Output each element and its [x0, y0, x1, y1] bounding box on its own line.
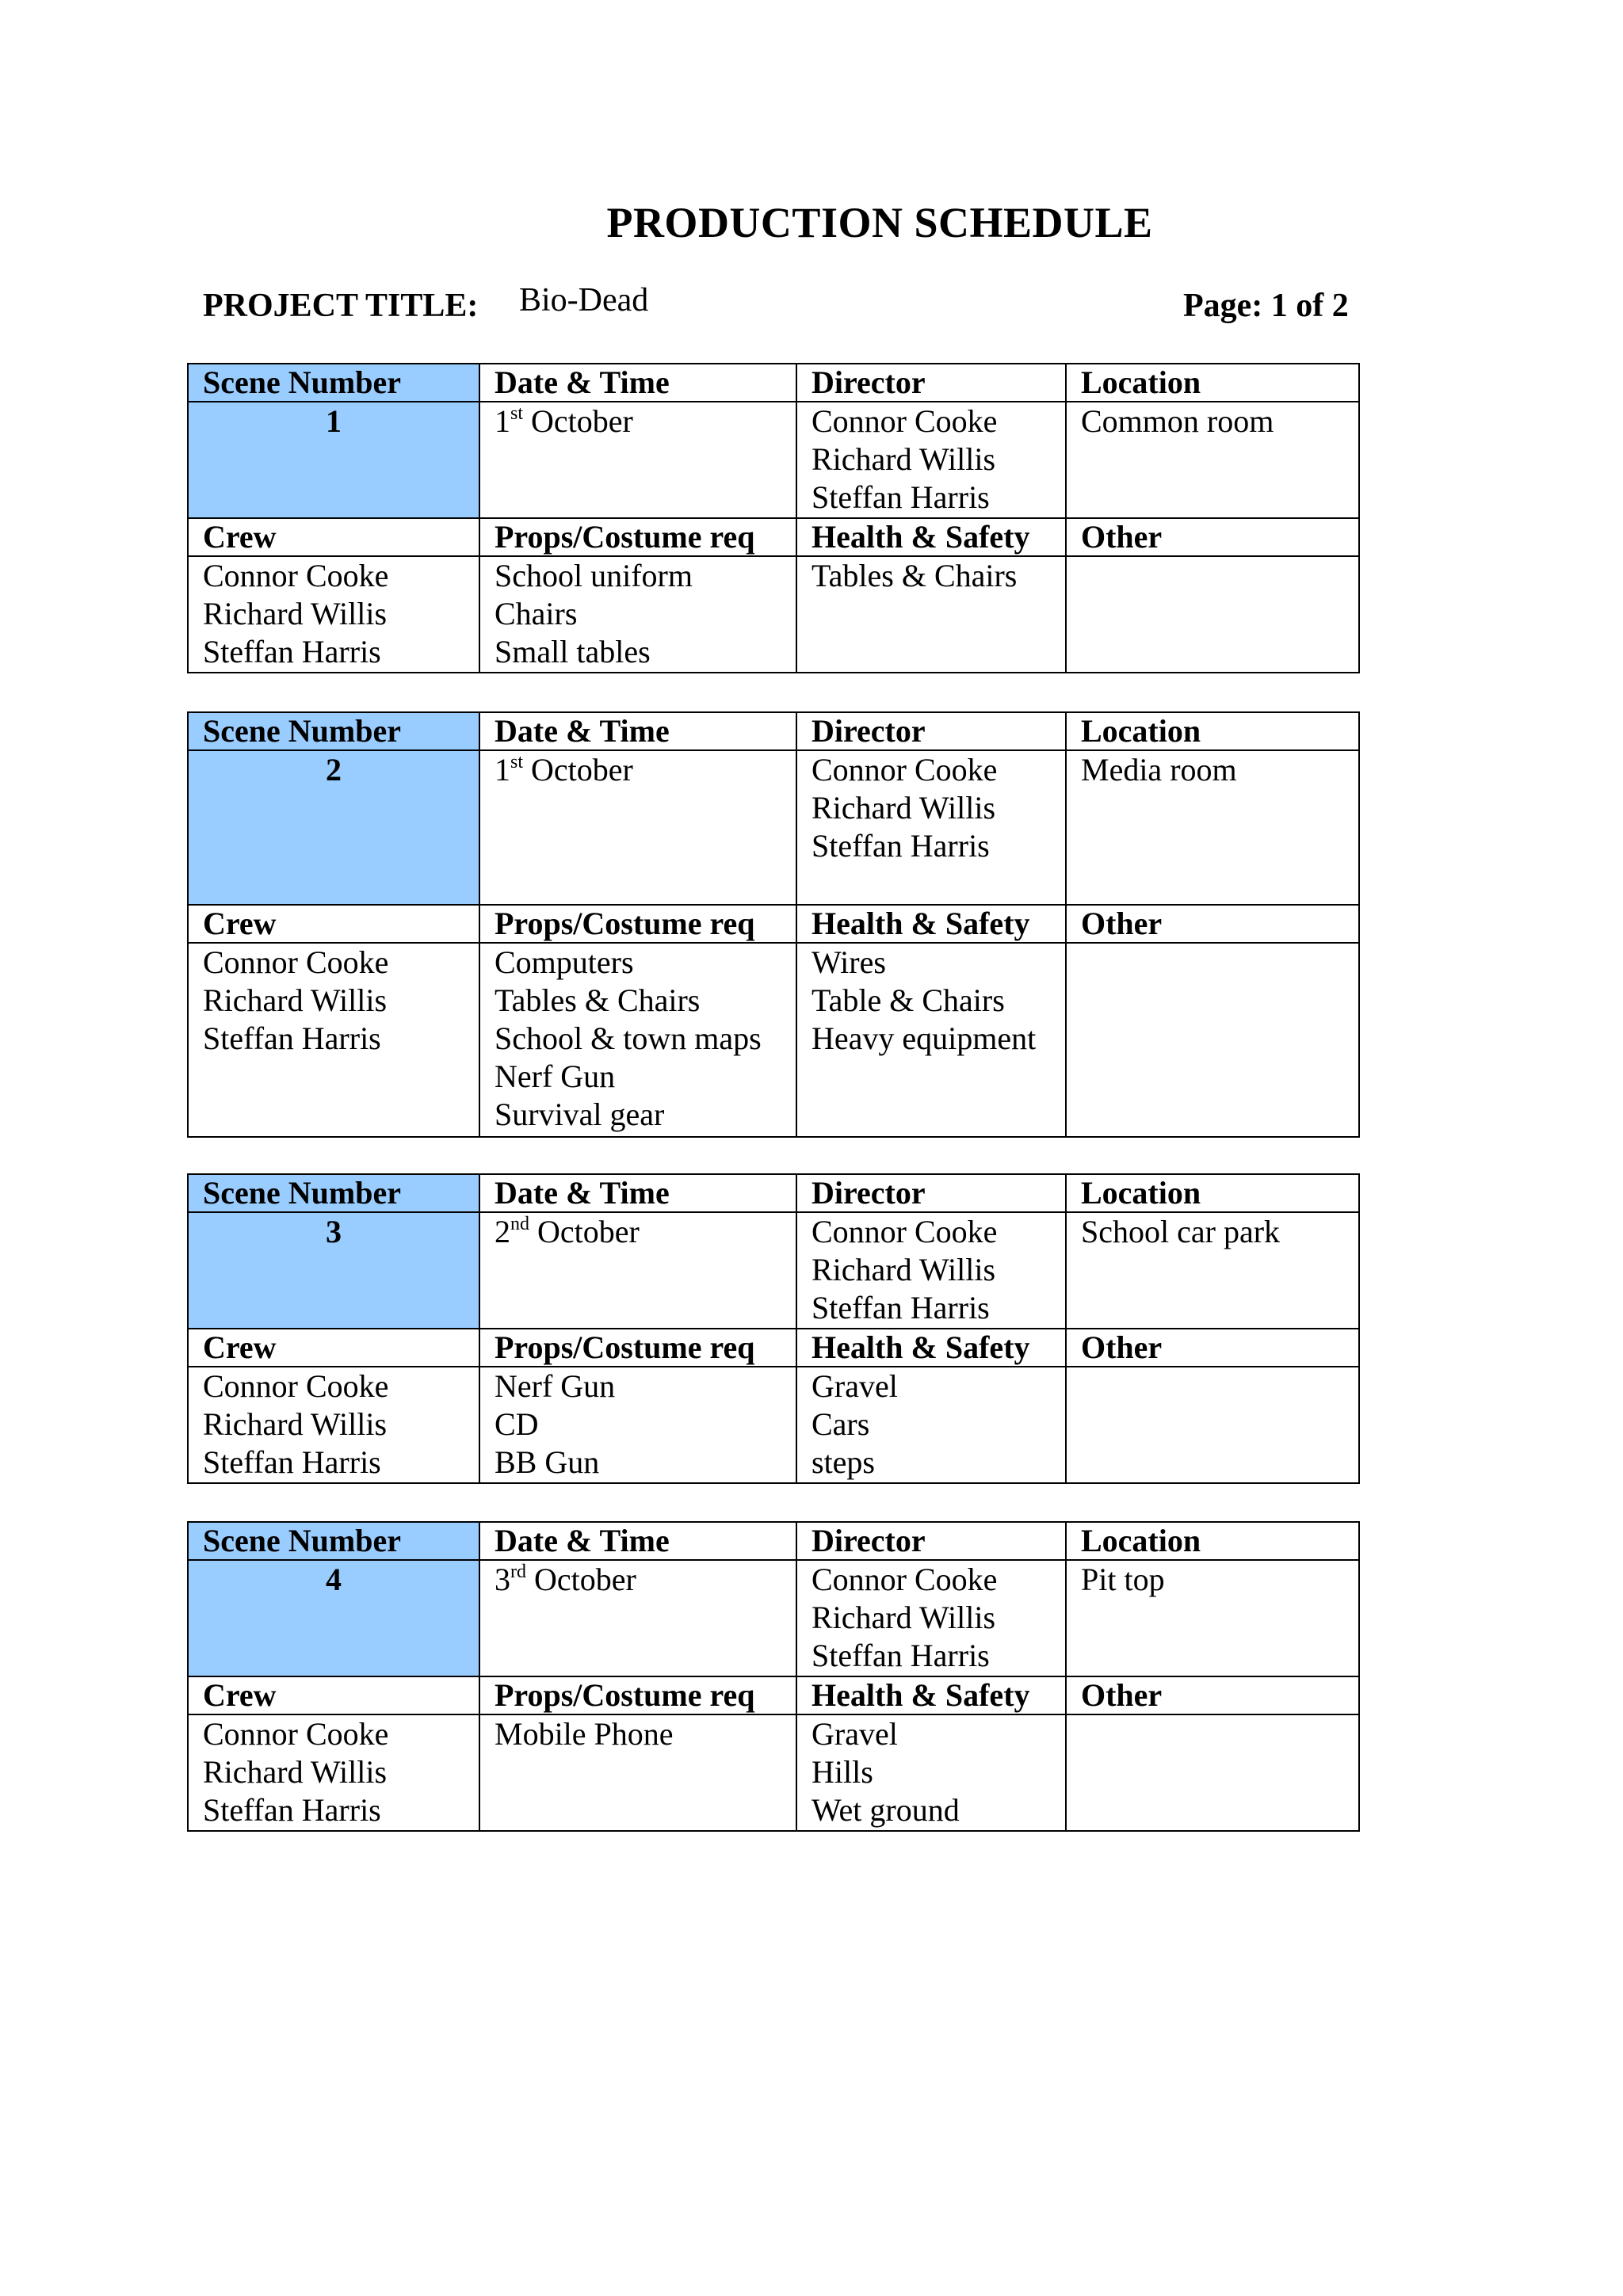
prop-item: Small tables — [495, 634, 651, 669]
scene-requirements-row — [188, 943, 1359, 1137]
crew-header: Crew — [188, 1676, 479, 1714]
prop-item: Survival gear — [495, 1097, 665, 1132]
date-month: October — [529, 1214, 640, 1249]
director-name: Steffan Harris — [812, 828, 990, 864]
scene-other — [1066, 1714, 1359, 1831]
scene-details-row — [188, 1560, 1359, 1676]
crew-name: Connor Cooke — [203, 944, 389, 980]
prop-item: Chairs — [495, 596, 578, 631]
project-title-label: PROJECT TITLE: — [203, 288, 479, 324]
other-header: Other — [1066, 1676, 1359, 1714]
date-month: October — [526, 1562, 636, 1597]
scene-details-row — [188, 750, 1359, 905]
health-safety-header: Health & Safety — [796, 1676, 1066, 1714]
location-header: Location — [1066, 1174, 1359, 1212]
scene-director — [796, 402, 1066, 518]
scene-table — [187, 1521, 1360, 1832]
prop-item: Nerf Gun — [495, 1058, 616, 1094]
prop-item: School & town maps — [495, 1020, 762, 1056]
date-suffix: rd — [510, 1562, 526, 1582]
props-header: Props/Costume req — [479, 1676, 796, 1714]
crew-header: Crew — [188, 1329, 479, 1367]
health-safety-item: Table & Chairs — [812, 982, 1005, 1018]
other-header: Other — [1066, 1329, 1359, 1367]
date-time-header: Date & Time — [479, 1174, 796, 1212]
scene-table — [187, 363, 1360, 673]
date-day: 1 — [495, 403, 510, 439]
prop-item: Computers — [495, 944, 634, 980]
scene-details-row — [188, 1212, 1359, 1329]
other-header: Other — [1066, 518, 1359, 556]
scene-subheader-row — [188, 905, 1359, 943]
scene-header-row — [188, 1522, 1359, 1560]
document-title: PRODUCTION SCHEDULE — [606, 199, 1153, 246]
health-safety-item: Gravel — [812, 1368, 898, 1404]
prop-item: School uniform — [495, 558, 693, 593]
scene-requirements-row — [188, 556, 1359, 673]
other-header: Other — [1066, 905, 1359, 943]
director-name: Connor Cooke — [812, 752, 998, 788]
page-number: Page: 1 of 2 — [1183, 288, 1349, 324]
health-safety-item: Wires — [812, 944, 886, 980]
director-name: Richard Willis — [812, 790, 996, 826]
scene-table — [187, 711, 1360, 1138]
date-suffix: st — [510, 403, 524, 424]
scene-header-row — [188, 364, 1359, 402]
crew-name: Steffan Harris — [203, 634, 381, 669]
date-day: 3 — [495, 1562, 510, 1597]
scene-crew — [188, 1714, 479, 1831]
prop-item: BB Gun — [495, 1444, 600, 1480]
director-name: Connor Cooke — [812, 1562, 998, 1597]
scene-subheader-row — [188, 518, 1359, 556]
crew-name: Connor Cooke — [203, 1368, 389, 1404]
crew-name: Connor Cooke — [203, 558, 389, 593]
health-safety-item: Heavy equipment — [812, 1020, 1037, 1056]
location-header: Location — [1066, 1522, 1359, 1560]
director-header: Director — [796, 1174, 1066, 1212]
date-suffix: nd — [510, 1214, 529, 1234]
crew-name: Richard Willis — [203, 982, 388, 1018]
director-name: Steffan Harris — [812, 1290, 990, 1325]
director-name: Connor Cooke — [812, 1214, 998, 1249]
director-name: Connor Cooke — [812, 403, 998, 439]
scene-date — [479, 402, 796, 518]
director-name: Richard Willis — [812, 1252, 996, 1287]
scene-props — [479, 943, 796, 1137]
crew-name: Steffan Harris — [203, 1020, 381, 1056]
scene-number-header: Scene Number — [188, 1174, 479, 1212]
scene-number: 2 — [188, 750, 479, 905]
crew-name: Richard Willis — [203, 1754, 388, 1790]
director-header: Director — [796, 364, 1066, 402]
project-title-value: Bio-Dead — [519, 282, 649, 318]
crew-header: Crew — [188, 905, 479, 943]
scene-number-header: Scene Number — [188, 364, 479, 402]
scene-requirements-row — [188, 1714, 1359, 1831]
location-header: Location — [1066, 364, 1359, 402]
scene-health-safety — [796, 1367, 1066, 1483]
scene-director — [796, 1212, 1066, 1329]
date-suffix: st — [510, 752, 524, 772]
director-name: Richard Willis — [812, 441, 996, 477]
props-header: Props/Costume req — [479, 905, 796, 943]
date-time-header: Date & Time — [479, 364, 796, 402]
health-safety-header: Health & Safety — [796, 905, 1066, 943]
date-time-header: Date & Time — [479, 1522, 796, 1560]
scene-header-row — [188, 712, 1359, 750]
scene-date — [479, 1560, 796, 1676]
scene-crew — [188, 943, 479, 1137]
health-safety-header: Health & Safety — [796, 518, 1066, 556]
date-month: October — [523, 752, 633, 788]
scene-number: 1 — [188, 402, 479, 518]
health-safety-item: Cars — [812, 1406, 870, 1442]
scene-director — [796, 750, 1066, 905]
date-month: October — [523, 403, 633, 439]
prop-item: Nerf Gun — [495, 1368, 616, 1404]
crew-name: Richard Willis — [203, 596, 388, 631]
scene-number-header: Scene Number — [188, 1522, 479, 1560]
scene-health-safety — [796, 556, 1066, 673]
scene-director — [796, 1560, 1066, 1676]
scene-health-safety — [796, 1714, 1066, 1831]
scene-props — [479, 1714, 796, 1831]
health-safety-item: Hills — [812, 1754, 873, 1790]
location-header: Location — [1066, 712, 1359, 750]
scene-subheader-row — [188, 1329, 1359, 1367]
director-header: Director — [796, 712, 1066, 750]
scene-location: Media room — [1066, 750, 1359, 905]
scene-health-safety — [796, 943, 1066, 1137]
scene-props — [479, 556, 796, 673]
director-name: Steffan Harris — [812, 1638, 990, 1673]
health-safety-header: Health & Safety — [796, 1329, 1066, 1367]
director-name: Richard Willis — [812, 1600, 996, 1635]
health-safety-item: Wet ground — [812, 1792, 960, 1828]
scene-crew — [188, 1367, 479, 1483]
scene-requirements-row — [188, 1367, 1359, 1483]
scene-other — [1066, 1367, 1359, 1483]
crew-name: Connor Cooke — [203, 1716, 389, 1752]
crew-name: Richard Willis — [203, 1406, 388, 1442]
scene-subheader-row — [188, 1676, 1359, 1714]
crew-name: Steffan Harris — [203, 1792, 381, 1828]
scene-details-row — [188, 402, 1359, 518]
props-header: Props/Costume req — [479, 518, 796, 556]
scene-date — [479, 750, 796, 905]
scene-location: Common room — [1066, 402, 1359, 518]
director-header: Director — [796, 1522, 1066, 1560]
props-header: Props/Costume req — [479, 1329, 796, 1367]
scene-number: 3 — [188, 1212, 479, 1329]
date-day: 2 — [495, 1214, 510, 1249]
prop-item: CD — [495, 1406, 539, 1442]
scene-location: School car park — [1066, 1212, 1359, 1329]
date-day: 1 — [495, 752, 510, 788]
scene-date — [479, 1212, 796, 1329]
crew-name: Steffan Harris — [203, 1444, 381, 1480]
scene-other — [1066, 556, 1359, 673]
scene-number: 4 — [188, 1560, 479, 1676]
scene-location: Pit top — [1066, 1560, 1359, 1676]
scene-table — [187, 1173, 1360, 1484]
scene-other — [1066, 943, 1359, 1137]
scene-header-row — [188, 1174, 1359, 1212]
crew-header: Crew — [188, 518, 479, 556]
director-name: Steffan Harris — [812, 479, 990, 515]
prop-item: Mobile Phone — [495, 1716, 674, 1752]
scene-props — [479, 1367, 796, 1483]
prop-item: Tables & Chairs — [495, 982, 701, 1018]
date-time-header: Date & Time — [479, 712, 796, 750]
health-safety-item: Gravel — [812, 1716, 898, 1752]
health-safety-item: steps — [812, 1444, 875, 1480]
health-safety-item: Tables & Chairs — [812, 558, 1018, 593]
scene-crew — [188, 556, 479, 673]
scene-number-header: Scene Number — [188, 712, 479, 750]
